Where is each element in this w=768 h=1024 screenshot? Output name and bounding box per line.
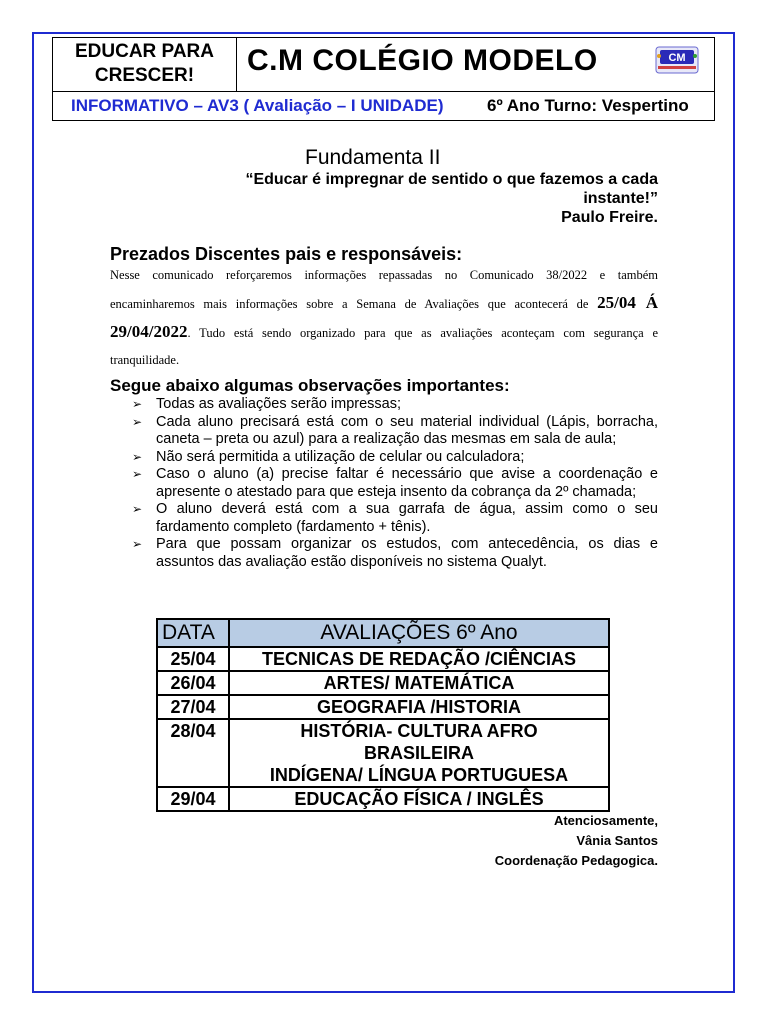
table-row [157,787,609,811]
header-evaluations: AVALIAÇÕES 6º Ano [229,619,609,647]
list-item-text: Não será permitida a utilização de celular ou calculadora; [156,448,525,465]
row-subjects [229,695,609,719]
greeting: Prezados Discentes pais e responsáveis: [110,244,463,264]
arrow-bullet-icon: ➢ [132,467,143,481]
info-evaluation: INFORMATIVO – AV3 ( Avaliação – I UNIDADE) [71,96,444,115]
school-title-cell [237,38,714,92]
table-row [157,719,609,787]
row-subjects [229,719,609,787]
header-date: DATA [157,619,229,647]
row-date: 27/04 [157,695,229,719]
paragraph-part-2: . Tudo está sendo organizado para que as avaliações aconteçam com segurança e tranquilidade. [110,326,658,367]
arrow-bullet-icon: ➢ [132,397,143,411]
list-item [132,466,658,501]
table-row [157,695,609,719]
logo-text: CM [668,52,686,64]
school-name: C.M COLÉGIO MODELO [247,44,598,77]
list-item [132,396,658,414]
table-row [157,647,609,671]
list-item-text: Todas as avaliações serão impressas; [156,396,402,412]
list-item-text: Caso o aluno (a) precise faltar é necessário que avise a coordenação e apresente o atestado para que esteja insento da cobrança da 2º chamada; [156,466,658,500]
motto-line-1: EDUCAR PARA [75,41,214,62]
quote-block [188,170,658,227]
arrow-bullet-icon: ➢ [132,537,143,551]
subject-line: ARTES/ MATEMÁTICA [323,673,515,693]
quote-line-1: “Educar é impregnar de sentido o que fazemos a cada [245,171,658,188]
list-item [132,501,658,536]
info-line [53,92,714,120]
subject-line: HISTÓRIA- CULTURA AFRO [300,721,538,741]
arrow-bullet-icon: ➢ [132,449,143,464]
section-title: Fundamenta II [305,146,441,169]
quote-author: Paulo Freire. [561,209,658,226]
subject-line: INDÍGENA/ LÍNGUA PORTUGUESA [269,765,569,785]
list-item-text: Cada aluno precisará está com o seu material individual (Lápis, borracha, caneta – preta ou azul) para a realização das mesmas em sala de aula; [156,413,658,447]
observations-list [132,396,658,571]
school-logo-icon [655,46,699,74]
list-item [132,449,658,467]
list-item-text: Para que possam organizar os estudos, com antecedência, os dias e assuntos das avaliação estão disponíveis no sistema Qualyt. [156,536,658,570]
school-motto [53,38,237,92]
row-date: 26/04 [157,671,229,695]
intro-paragraph [110,262,658,374]
row-date: 28/04 [157,719,229,787]
list-item [132,536,658,571]
subject-line: TECNICAS DE REDAÇÃO /CIÊNCIAS [261,649,577,669]
evaluation-dates: 25/04 Á 29/04/2022 [110,293,658,341]
signer-name: Vânia Santos [576,833,658,848]
subject-line: EDUCAÇÃO FÍSICA / INGLÊS [294,789,544,809]
table-header-row [157,619,609,647]
list-item [132,414,658,449]
row-date: 25/04 [157,647,229,671]
signer-role: Coordenação Pedagogica. [494,853,658,868]
row-subjects [229,647,609,671]
header-box [52,37,715,121]
row-date: 29/04 [157,787,229,811]
subject-line: BRASILEIRA [363,743,474,763]
row-subjects [229,787,609,811]
evaluation-schedule-table [156,618,610,812]
motto-line-2: CRESCER! [94,65,195,86]
subject-line: GEOGRAFIA /HISTORIA [316,697,521,717]
row-subjects [229,671,609,695]
paragraph-part-1: Nesse comunicado reforçaremos informações repassadas no Comunicado 38/2022 e também encaminharemos mais informações sobre a Semana de Avaliações que acontecerá de [110,268,658,311]
closing: Atenciosamente, [553,813,658,828]
observations-title: Segue abaixo algumas observações importantes: [110,376,510,395]
arrow-bullet-icon: ➢ [132,502,143,516]
table-row [157,671,609,695]
signature-block [495,811,658,871]
list-item-text: O aluno deverá está com a sua garrafa de água, assim como o seu fardamento completo (fardamento + tênis). [156,501,658,535]
info-grade-shift: 6º Ano Turno: Vespertino [487,96,689,115]
arrow-bullet-icon: ➢ [132,414,143,429]
quote-line-2: instante!” [583,190,658,207]
